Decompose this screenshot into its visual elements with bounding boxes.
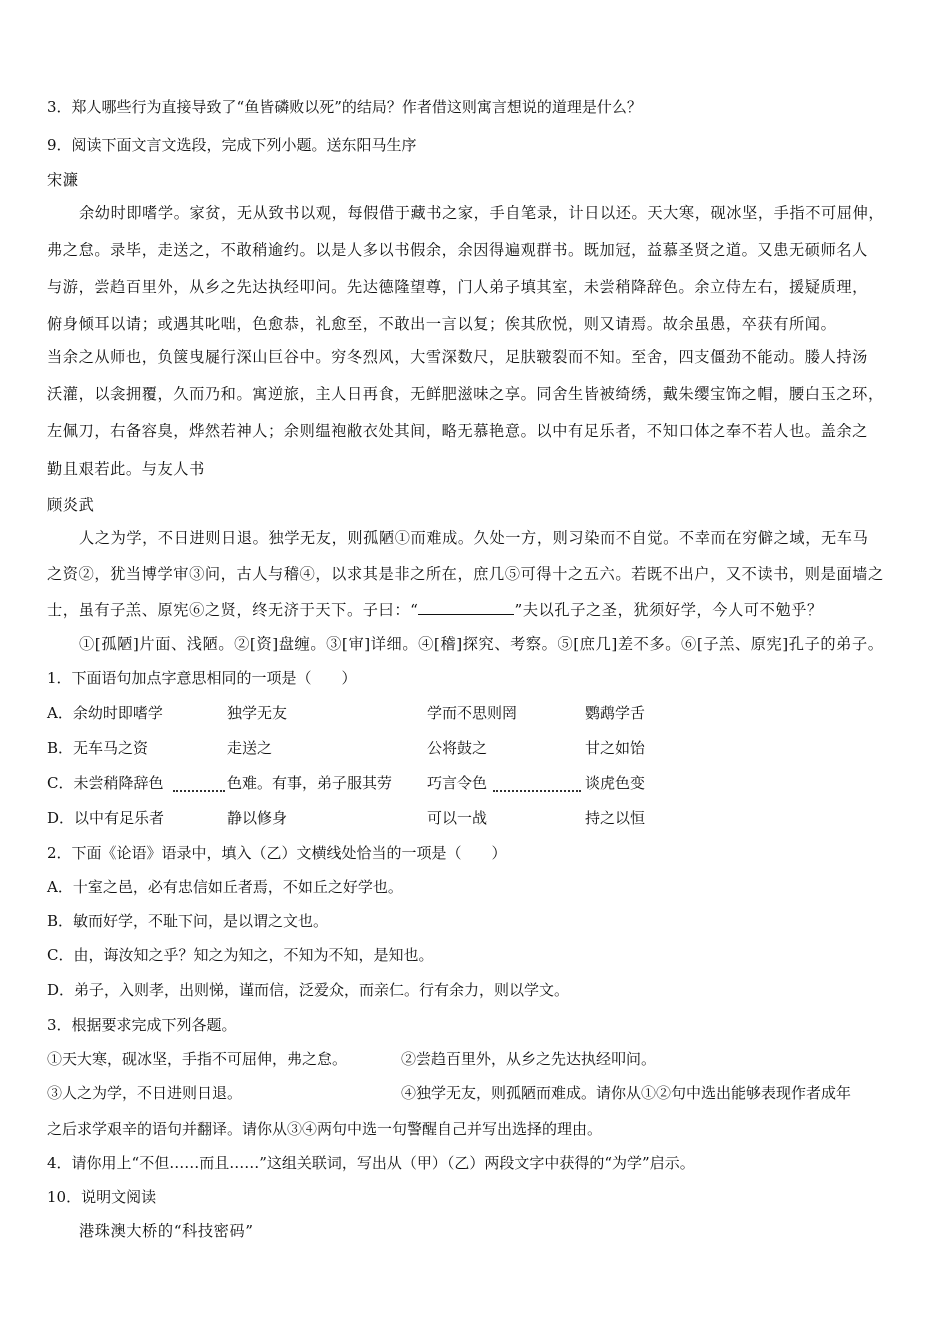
question-10-heading: 10．说明文阅读	[47, 1188, 157, 1206]
option-cell: 持之以恒	[585, 809, 646, 827]
fill-in-blank	[418, 600, 514, 615]
sentence-1: ①天大寒，砚冰坚，手指不可屈伸，弗之怠。	[47, 1050, 348, 1068]
question-3-continuation: 之后求学艰辛的语句并翻译。请你从③④两句中选一句警醒自己并写出选择的理由。	[47, 1120, 603, 1138]
question-2-option: D．弟子，入则孝，出则悌，谨而信，泛爱众，而亲仁。行有余力，则以学文。	[47, 981, 570, 999]
passage-2-line	[47, 599, 823, 621]
option-cell: C．未尝稍降辞色	[47, 774, 164, 792]
passage-1-line: 沃灌，以衾拥覆，久而乃和。寓逆旅，主人日再食，无鲜肥滋味之享。同舍生皆被绮绣，戴朱缨宝饰之帽，腰白玉之环，	[47, 385, 884, 403]
option-cell: 公将鼓之	[427, 739, 488, 757]
option-cell: 独学无友	[227, 704, 288, 722]
passage-2-line: 人之为学，不日进则日退。独学无友，则孤陋①而难成。久处一方，则习染而不自觉。不幸而在穷僻之域，无车马	[79, 529, 869, 547]
option-cell: 可以一战	[427, 809, 488, 827]
dotted-leader	[173, 772, 225, 792]
question-4: 4．请你用上“不但……而且……”这组关联词，写出从（甲）（乙）两段文字中获得的“为学”启示。	[47, 1154, 695, 1172]
option-cell: 鹦鹉学舌	[585, 704, 646, 722]
footnotes: ①[孤陋]片面、浅陋。②[资]盘缠。③[审]详细。④[稽]探究、考察。⑤[庶几]差不多。⑥[子羔、原宪]孔子的弟子。	[79, 635, 884, 653]
article-title: 港珠澳大桥的“科技密码”	[79, 1222, 254, 1240]
passage-2-line: 之资②，犹当博学审③问，古人与稽④，以求其是非之所在，庶几⑤可得十之五六。若既不出户，又不读书，则是面墙之	[47, 565, 884, 583]
question-2-option: C．由，诲汝知之乎？知之为知之，不知为不知，是知也。	[47, 946, 434, 964]
option-cell: 色难。有事，弟子服其劳	[227, 774, 393, 792]
question-1-stem: 1．下面语句加点字意思相同的一项是（ ）	[47, 669, 357, 687]
passage-1-line: 弗之怠。录毕，走送之，不敢稍逾约。以是人多以书假余，余因得遍观群书。既加冠，益慕圣贤之道。又患无硕师名人	[47, 241, 868, 259]
passage-1-line: 余幼时即嗜学。家贫，无从致书以观，每假借于藏书之家，手自笔录，计日以还。天大寒，砚冰坚，手指不可屈伸，	[79, 204, 885, 222]
passage-2-text-end: ”夫以孔子之圣，犹须好学，今人可不勉乎？	[514, 601, 823, 619]
option-cell: 静以修身	[227, 809, 288, 827]
author-gu-yanwu: 顾炎武	[47, 496, 95, 514]
question-3-stem: 3．根据要求完成下列各题。	[47, 1016, 237, 1034]
question-8-3: 3．郑人哪些行为直接导致了“鱼皆磷败以死”的结局？作者借这则寓言想说的道理是什么？	[47, 98, 642, 116]
option-cell: 走送之	[227, 739, 273, 757]
option-cell: 学而不思则罔	[427, 704, 518, 722]
passage-1-line: 俯身倾耳以请；或遇其叱咄，色愈恭，礼愈至，不敢出一言以复；俟其欣悦，则又请焉。故余虽愚，卒获有所闻。	[47, 315, 837, 333]
question-2-option: A．十室之邑，必有忠信如丘者焉，不如丘之好学也。	[47, 878, 403, 896]
passage-1-line: 勤且艰若此。与友人书	[47, 460, 205, 478]
option-cell: 甘之如饴	[585, 739, 646, 757]
sentence-2: ②尝趋百里外，从乡之先达执经叩问。	[401, 1050, 657, 1068]
option-cell: A．余幼时即嗜学	[47, 704, 163, 722]
dotted-leader	[493, 772, 581, 792]
question-9-heading: 9．阅读下面文言文选段，完成下列小题。送东阳马生序	[47, 136, 417, 154]
passage-1-line: 与游，尝趋百里外，从乡之先达执经叩问。先达德隆望尊，门人弟子填其室，未尝稍降辞色。余立侍左右，援疑质理，	[47, 278, 868, 296]
question-2-option: B．敏而好学，不耻下问，是以谓之文也。	[47, 912, 329, 930]
passage-2-text: 士，虽有子羔、原宪⑥之贤，终无济于天下。子曰：“	[47, 601, 419, 619]
sentence-3: ③人之为学，不日进则日退。	[47, 1084, 243, 1102]
option-cell: 巧言令色	[427, 774, 488, 792]
sentence-4: ④独学无友，则孤陋而难成。请你从①②句中选出能够表现作者成年	[401, 1084, 852, 1102]
author-song-lian: 宋濂	[47, 171, 79, 189]
passage-1-line: 左佩刀，右备容臭，烨然若神人；余则缊袍敝衣处其间，略无慕艳意。以中有足乐者，不知口体之奉不若人也。盖余之	[47, 422, 868, 440]
question-2-stem: 2．下面《论语》语录中，填入（乙）文横线处恰当的一项是（ ）	[47, 844, 507, 862]
option-cell: D．以中有足乐者	[47, 809, 165, 827]
passage-1-line: 当余之从师也，负箧曳屣行深山巨谷中。穷冬烈风，大雪深数尺，足肤皲裂而不知。至舍，四支僵劲不能动。媵人持汤	[47, 348, 868, 366]
option-cell: 谈虎色变	[585, 774, 646, 792]
option-cell: B．无车马之资	[47, 739, 149, 757]
